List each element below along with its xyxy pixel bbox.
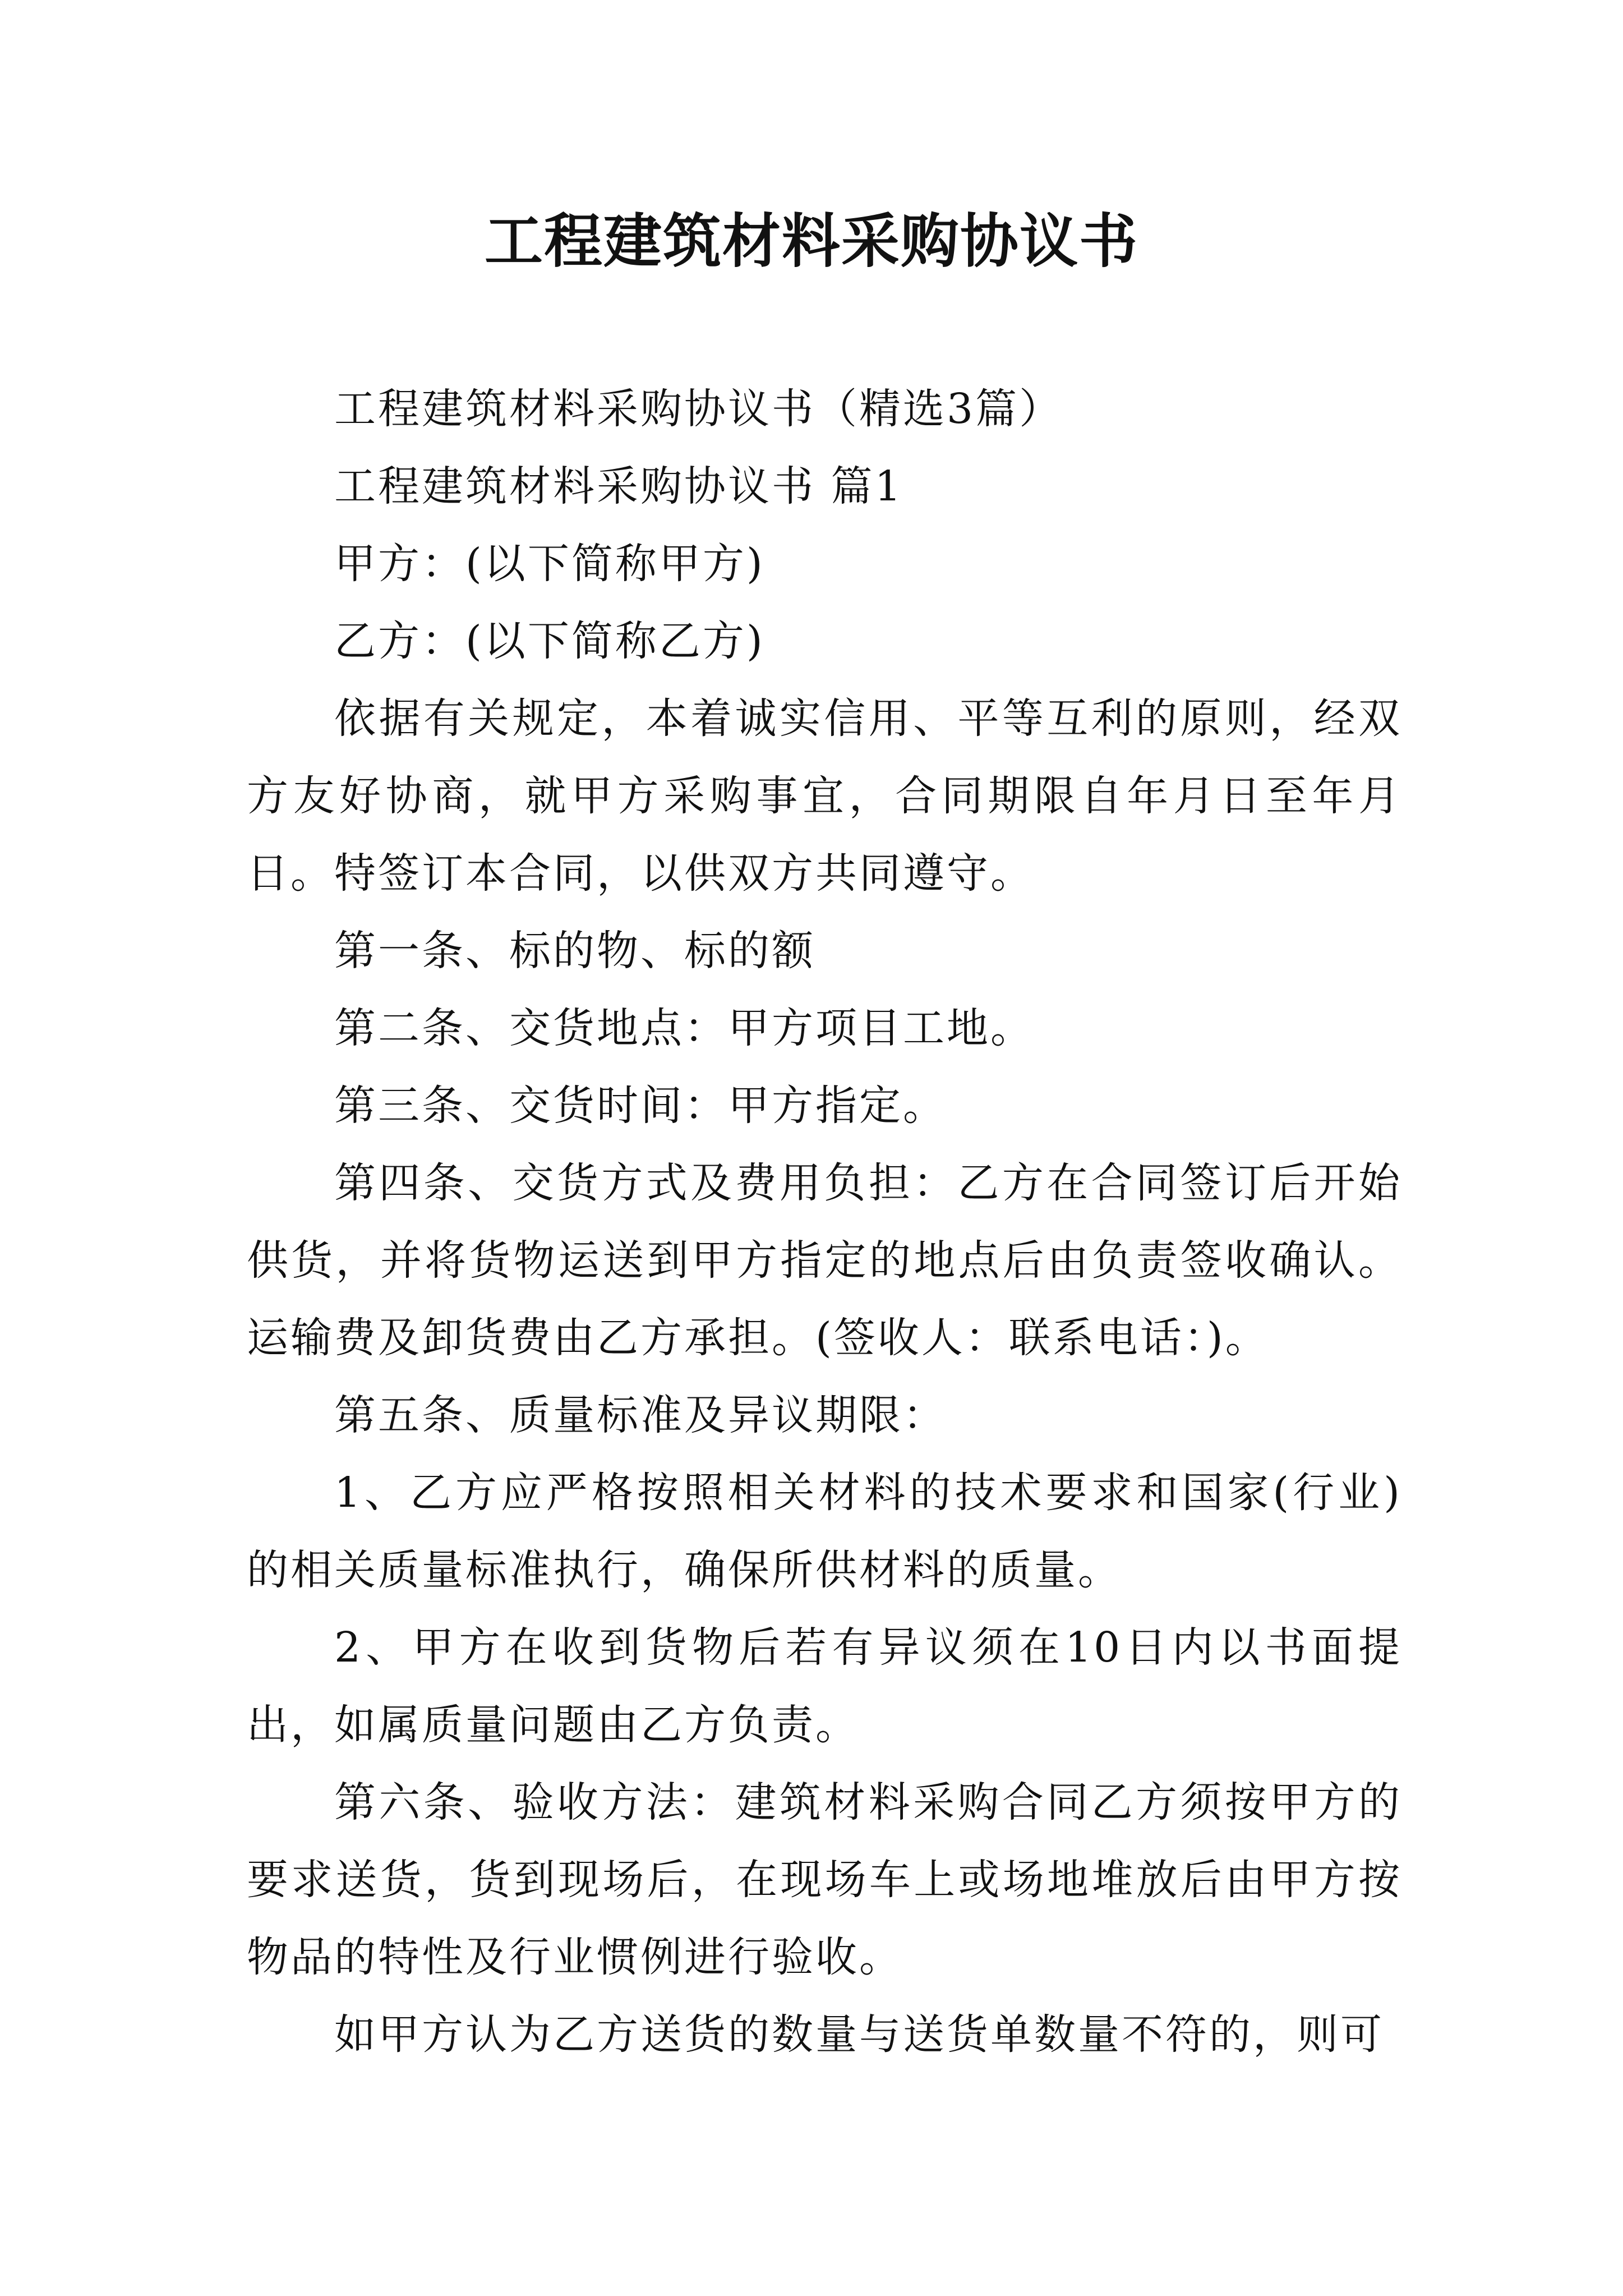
paragraph-section-heading: 工程建筑材料采购协议书 篇1 xyxy=(334,462,903,510)
paragraph-subtitle: 工程建筑材料采购协议书（精选3篇） xyxy=(334,385,1063,433)
paragraph-party-a: 甲方：(以下简称甲方) xyxy=(334,540,765,588)
paragraph-article-5-item-1: 1、乙方应严格按照相关材料的技术要求和国家(行业)的相关质量标准执行，确保所供材料的质量。 xyxy=(247,1469,1402,1594)
document-body xyxy=(247,370,1402,2073)
paragraph-article-5: 第五条、质量标准及异议期限： xyxy=(334,1391,947,1439)
paragraph-article-6-continued: 如甲方认为乙方送货的数量与送货单数量不符的，则可 xyxy=(334,2010,1384,2059)
paragraph-article-2: 第二条、交货地点：甲方项目工地。 xyxy=(334,1004,1034,1052)
document-title: 工程建筑材料采购协议书 xyxy=(484,206,1138,275)
paragraph-article-4: 第四条、交货方式及费用负担：乙方在合同签订后开始供货，并将货物运送到甲方指定的地点后由负责签收确认。运输费及卸货费由乙方承担。(签收人：联系电话：)。 xyxy=(247,1159,1402,1362)
paragraph-article-5-item-2: 2、甲方在收到货物后若有异议须在10日内以书面提出，如属质量问题由乙方负责。 xyxy=(247,1623,1402,1749)
paragraph-preamble: 依据有关规定，本着诚实信用、平等互利的原则，经双方友好协商，就甲方采购事宜，合同期限自年月日至年月日。特签订本合同，以供双方共同遵守。 xyxy=(247,694,1402,898)
paragraph-article-1: 第一条、标的物、标的额 xyxy=(334,927,815,975)
paragraph-article-3: 第三条、交货时间：甲方指定。 xyxy=(334,1082,947,1130)
paragraph-article-6: 第六条、验收方法：建筑材料采购合同乙方须按甲方的要求送货，货到现场后，在现场车上或场地堆放后由甲方按物品的特性及行业惯例进行验收。 xyxy=(247,1778,1402,1981)
paragraph-party-b: 乙方：(以下简称乙方) xyxy=(334,617,765,665)
